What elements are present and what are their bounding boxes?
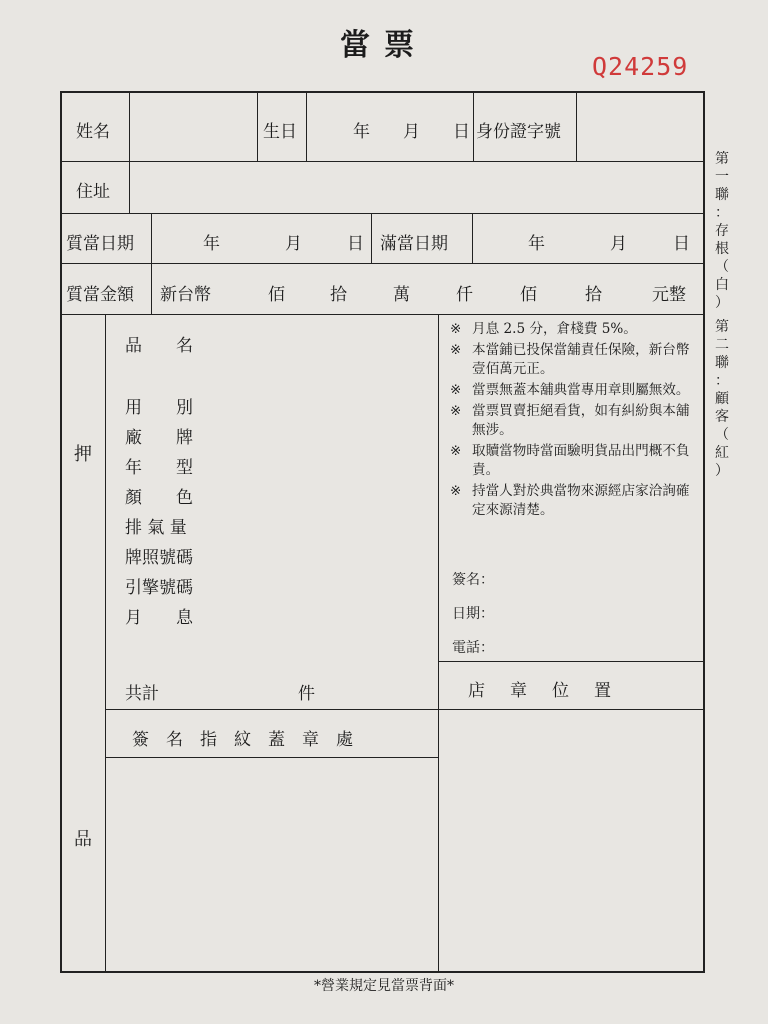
total-label: 共計 — [125, 684, 159, 704]
item-plate-label: 牌照號碼 — [125, 548, 193, 568]
col-divider — [105, 314, 106, 973]
serial-number: Q24259 — [592, 52, 689, 81]
pledge-char-bottom: 品 — [74, 829, 92, 850]
due-date-label: 滿當日期 — [380, 234, 448, 254]
side-glyph: ： — [715, 205, 729, 221]
col-divider — [472, 213, 473, 263]
note-item — [450, 381, 702, 400]
rules-notes — [450, 320, 702, 522]
item-color-label: 顏 色 — [125, 488, 193, 508]
side-glyph: 存 — [715, 223, 729, 239]
note-text: 月息 2.5 分，倉棧費 5%。 — [472, 321, 637, 337]
side-glyph: 二 — [715, 337, 729, 353]
currency-label: 新台幣 — [160, 285, 211, 305]
item-interest-label: 月 息 — [125, 608, 193, 628]
unit-thousand-label: 仟 — [456, 285, 473, 305]
pawn-day-label: 日 — [347, 234, 364, 254]
note-text: 取贖當物時當面驗明貨品出門概不負責。 — [472, 443, 690, 478]
col-divider — [473, 91, 474, 161]
note-mark: ※ — [450, 382, 462, 398]
name-label: 姓名 — [76, 122, 110, 142]
birth-day-label: 日 — [453, 122, 470, 142]
col-divider — [257, 91, 258, 161]
due-day-label: 日 — [673, 234, 690, 254]
id-number-label: 身份證字號 — [476, 122, 561, 142]
birthdate-label: 生日 — [263, 122, 297, 142]
item-model-year-label: 年 型 — [125, 458, 193, 478]
fingerprint-label: 簽 名 指 紋 蓋 章 處 — [132, 730, 353, 750]
col-divider — [129, 161, 130, 213]
side-glyph: ： — [715, 373, 729, 389]
address-label: 住址 — [76, 182, 110, 202]
pawn-year-label: 年 — [203, 234, 220, 254]
side-glyph: ） — [715, 295, 729, 311]
due-month-label: 月 — [610, 234, 627, 254]
amount-label: 質當金額 — [66, 285, 134, 305]
unit-ten-label: 拾 — [330, 285, 347, 305]
items-divider — [105, 709, 438, 710]
col-divider — [576, 91, 577, 161]
item-engine-label: 引擎號碼 — [125, 578, 193, 598]
pawn-date-label: 質當日期 — [66, 234, 134, 254]
side-glyph: 紅 — [715, 445, 729, 461]
due-year-label: 年 — [528, 234, 545, 254]
birth-month-label: 月 — [403, 122, 420, 142]
stamp-position-label: 店 章 位 置 — [468, 681, 615, 701]
note-item — [450, 341, 702, 379]
unit-tenthousand-label: 萬 — [393, 285, 410, 305]
row-divider — [60, 263, 705, 264]
col-divider — [151, 263, 152, 314]
side-glyph: 聯 — [715, 187, 729, 203]
side-glyph: 聯 — [715, 355, 729, 371]
note-text: 當票無蓋本舖典當專用章則屬無效。 — [472, 382, 690, 398]
note-text: 當票買賣拒絕看貨，如有糾紛與本舖無涉。 — [472, 403, 690, 438]
stamp-divider — [438, 709, 705, 710]
row-divider — [60, 161, 705, 162]
unit-yuan-label: 元整 — [652, 285, 686, 305]
copy1-side-label — [712, 150, 732, 312]
note-mark: ※ — [450, 483, 462, 499]
birth-year-label: 年 — [353, 122, 370, 142]
total-unit-label: 件 — [298, 684, 315, 704]
side-glyph: 根 — [715, 241, 729, 257]
note-item — [450, 402, 702, 440]
col-divider — [371, 213, 372, 263]
note-item — [450, 482, 702, 520]
col-divider — [438, 314, 439, 973]
row-divider — [60, 314, 705, 315]
unit-hundred-label: 佰 — [520, 285, 537, 305]
copy2-side-label — [712, 318, 732, 480]
note-item — [450, 442, 702, 480]
footer-note: *營業規定見當票背面* — [314, 978, 454, 994]
date-label: 日期： — [452, 606, 494, 622]
col-divider — [129, 91, 130, 161]
side-glyph: 第 — [715, 319, 729, 335]
pawn-month-label: 月 — [285, 234, 302, 254]
side-glyph: 顧 — [715, 391, 729, 407]
item-displacement-label: 排 氣 量 — [125, 518, 187, 538]
side-glyph: ） — [715, 463, 729, 479]
note-mark: ※ — [450, 342, 462, 358]
item-usage-label: 用 別 — [125, 398, 193, 418]
unit-ten-label: 拾 — [585, 285, 602, 305]
fingerprint-divider — [105, 757, 438, 758]
note-item — [450, 320, 702, 339]
note-text: 持當人對於典當物來源經店家洽詢確定來源清楚。 — [472, 483, 690, 518]
side-glyph: 白 — [715, 277, 729, 293]
side-glyph: 一 — [715, 169, 729, 185]
form-title: 當票 — [340, 28, 428, 63]
side-glyph: 第 — [715, 151, 729, 167]
note-text: 本當鋪已投保當舖責任保險，新台幣壹佰萬元正。 — [472, 342, 690, 377]
note-mark: ※ — [450, 321, 462, 337]
note-mark: ※ — [450, 443, 462, 459]
item-brand-label: 廠 牌 — [125, 428, 193, 448]
stamp-divider — [438, 661, 705, 662]
side-glyph: （ — [715, 259, 729, 275]
signature-label: 簽名： — [452, 572, 494, 588]
pledge-char-top: 押 — [74, 444, 92, 465]
note-mark: ※ — [450, 403, 462, 419]
side-glyph: 客 — [715, 409, 729, 425]
row-divider — [60, 213, 705, 214]
phone-label: 電話： — [452, 640, 494, 656]
unit-hundred-label: 佰 — [268, 285, 285, 305]
col-divider — [151, 213, 152, 263]
item-name-label: 品 名 — [125, 336, 193, 356]
side-glyph: （ — [715, 427, 729, 443]
col-divider — [306, 91, 307, 161]
